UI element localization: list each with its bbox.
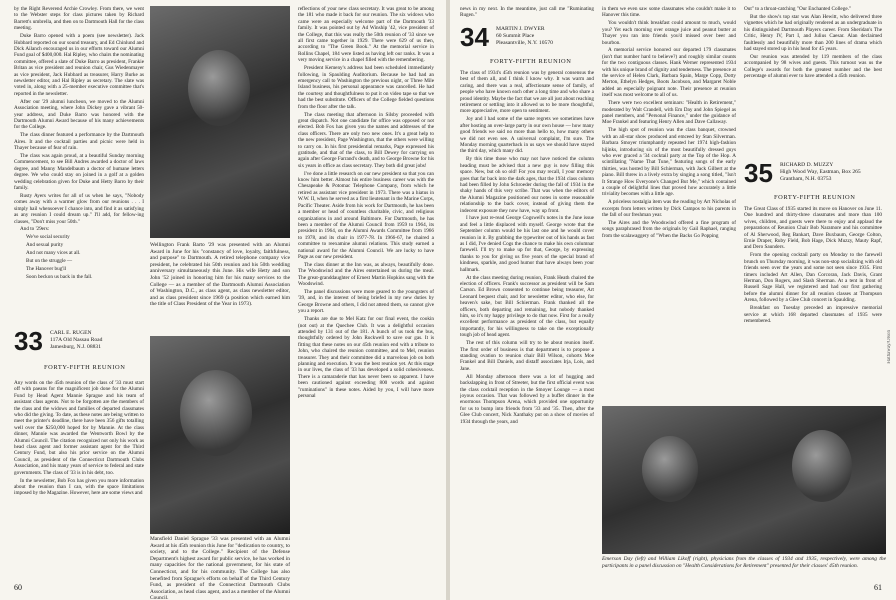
paragraph: Thanks are due to Mel Katz for our final event, the cookin (not out) at the Quechee Club. It was a delightful occasion attended by 131 out of the 181. A bunch of us took the bus, thoughtfully ordered by John Rockwell to save our gas. It is fitting that these notes on our 45th reunion end with a tribute to John, who chaired the reunion committee, and to Mel, reunion treasurer. They and their committee did a marvelous job on both planning and execution. It was the best reunion yet. At this stage in our lives, the class of '33 has developed a solid cohesiveness. There is a camaraderie that has never been so apparent. I have been cautioned against exceeding 800 words and against "ruminations" in these notes. Aided by you, I will have more personal bbox=[298, 316, 434, 399]
col3-top-paragraphs bbox=[744, 6, 882, 79]
caption-wellington-barto: Wellington Frank Barto '29 was presented with an Alumni Award in June for his "constancy of love, loyalty, faithfulness, and purpose" to Dartmouth. A retired telephone company vice president, he celebrated his 50th reunion and his 50th wedding anniversary simultaneously this June. His wife Hetty and son John '52 joined in honoring him for his many services to the College — as a member of the Dartmouth Alumni Association of Washington, D.C., as class agent, as class newsletter editor, and as class president since 1969 (a position which earned him the title of Class President of the Year in 1973). bbox=[150, 242, 290, 308]
photo-credit: Hathaway/Olson bbox=[887, 330, 892, 364]
page-number-left: 60 bbox=[14, 583, 22, 592]
class-secretary-name: RICHARD D. MUZZY bbox=[780, 162, 834, 168]
paragraph: You wouldn't think breakfast could amount to much, would you? Yet each morning over orange juice and peanut butter at Thayer you ran into friends you'd missed over beer and bourbon. bbox=[602, 20, 736, 46]
right-column-3 bbox=[744, 206, 882, 402]
class-street: 60 Summit Place bbox=[496, 32, 535, 39]
right-column-2 bbox=[602, 6, 736, 402]
paragraph: By this time those who may not have noticed the column heading must be advised that a new guy is now filling this space. New, but oh so old! For you may recall, I your memory goes that far back into the dark ages, that the 1934 class column had been filled by John Schroeder during the fall of 1934 in the shaky hands of this very scribe. That was when the editors of the Alumni Magazine positioned our notes in some reasonable relationship to the back cover, instead of giving them the indecent exposure they now have, way up front. bbox=[460, 156, 594, 214]
class-35-address bbox=[780, 162, 882, 182]
col1b-paragraphs bbox=[14, 380, 144, 497]
right-column-1 bbox=[460, 70, 594, 570]
class-city: Jamesburg, N.J. 08831 bbox=[50, 343, 102, 350]
paragraph: Joy and I had some of the same regrets we sometimes have after hosting an over-large party in our own house — how many good friends we said no more than hello to, how many others we did not even see. A universal complaint, I'm sure. The Monday morning quarterback in us says we should have stayed the third day, which many did. bbox=[460, 116, 594, 155]
paragraph: There were two excellent seminars: "Health in Retirement," moderated by Walt Crandell, with Em Day and John Spiegel as panel members, and "Personal Finance," under the guidance of Moe Frankel and featuring Henry Allen and Dave Callaway. bbox=[602, 100, 736, 126]
class-34-heading bbox=[460, 24, 594, 68]
paragraph: The high spot of reunion was the class banquet, crowned with an all-star show produced and emceed by Stan Silverman. Barbara Smoyer triumphantly repeated her 1974 high-fashion hijinks, introducing six of the most beautifully dressed guys who ever graced a '34 cocktail party at the Top of the Hop. A scintillating "Name That Tune," featuring songs of the early thirties, was hosted by Bill Schierman, with Jack Gilbert at the piano. Bill threw in a lively extra by singing a song titled, "Isn't It Strange How Everyone's Changed But Me," which contained a couple of delightful lines that proved how accurately a little triviality becomes with a little age. bbox=[602, 127, 736, 198]
paragraph: President Kemeny's address had been scheduled immediately following, in Spaulding Auditorium. Because he had had an emergency call to Washington the previous night, or Three Mile Island business, his personal appearance was cancelled. He had the courtesy and thoughtfulness to put it on video tape so that we had the best substitute. Officers of the College fielded questions from the floor after the talk. bbox=[298, 65, 434, 110]
class-number-35: 35 bbox=[744, 158, 773, 188]
paragraph: The class dinner featured a performance by the Dartmouth Aires. It and the cocktail parties and picnic were held in Thayer because of fear of rain. bbox=[14, 132, 144, 152]
right-column-1-top bbox=[460, 6, 594, 20]
class-number-33: 33 bbox=[14, 326, 43, 356]
paragraph: From the opening cocktail party on Monday to the farewell brunch on Thursday morning, it was non-stop socializing with old friends seen over the years and some not seen since 1935. First timers included Art Allen, Dan Corcoran, Jack Davis, Grant Herman, Don Rogers, and Slash Sherman. At a tent in front of Russell Sage Hall, we registered and had our first gathering before the alumni dinner for all reunion classes at Thompson Arena, followed by a Glee Club concert in Spaulding. bbox=[744, 252, 882, 304]
reunion-label: FORTY-FIFTH REUNION bbox=[490, 58, 572, 65]
class-secretary-name: CARL E. RUGEN bbox=[50, 330, 92, 336]
page-number-right: 61 bbox=[874, 583, 882, 592]
class-35-heading bbox=[744, 160, 882, 204]
col3-paragraphs bbox=[744, 206, 882, 324]
right-column-3-top bbox=[744, 6, 882, 154]
paragraph: The class dinner at the Inn was, as always, beautifully done. The Woodswind and the Aires entertained us during the meal. The great-granddaughter of Ernest Martin Hopkins sang with the Woodswind. bbox=[298, 261, 434, 288]
right-page bbox=[450, 0, 896, 600]
paragraph: All Monday afternoon there was a lot of hugging and backslapping in front of Streeter, but the first official event was the class cocktail reception in the Smoyer Lounge — a most joyous occasion. That was followed by a buffet dinner in the enormous Thompson Arena, which provided one opportunity for us to bump into friends from '33 and '35. Then, after the Glee Club concert, Nick Xanthaky put on a show of movies of 1934 through the years, and bbox=[460, 373, 594, 425]
class-city: Grantham, N.H. 03753 bbox=[780, 175, 832, 182]
left-column-3 bbox=[298, 6, 434, 574]
paragraph: The class of 1934's 45th reunion was by general consensus the best of them all, and I think I know why. It was warm and caring, and there was a real, affectionate sense of family, of people who have known each other a long time and who share a proud identity. Maybe the fact that we are all just about reaching retirement or settling into it allowed us to be more thoughtful, more appreciative, more open to sentiment. bbox=[460, 70, 594, 115]
paragraph: And to '29ers: bbox=[20, 226, 50, 233]
paragraph: Our reunion was attended by 119 members of the class accompanied by 98 wives and guests. This turnout was us the College's awards for both the greatest number and the best percentage of alumni ever to have attended a 45th reunion. bbox=[744, 53, 882, 80]
poem-line: And sexual purity bbox=[26, 242, 64, 249]
paragraph: I've done a little research on our new president so that you can know him better. Almost his entire business career was with the Chesapeake & Potomac Telephone Company, from which he retired as assistant vice president in 1973. There was a hiatus in W.W. II, when he served as a first lieutenant in the Marine Corps, Pacific Theater. Aside from his work for Dartmouth, he has been a member or head of countless charitable, civic, and religious organizations in and around Baltimore. For Dartmouth, he has been a member of the Alumni Council from 1959 to 1964, its president in 1964, on the Alumni Awards Committee from 1966 to 1978, and its chair in 1977-78. In 1966-67, he chaired a committee to reexamine alumni relations. This study earned a national award for the Alumni Council. We are lucky to have Page as our new president. bbox=[298, 170, 434, 260]
col3-paragraphs bbox=[298, 6, 434, 399]
paragraph: Duke Barro opened with a poem (see newsletter). Jack Hubbard reported on our sound treasury, and Ed Chinlund and Dick Ailanch encouraged us in our efforts toward our Alumni Fund goal of $400,000. Hal Ripley, who chairs the nominating committee, offered a slate of Duke Barro as president, Frankie Britan as vice president and reunion chair, Gus Wiedenmayer as vice president, Jack Hubbard as treasurer, Harry Burke as newsletter editor, and Hal Ripley as secretary. The slate was voted in, along with a 25-member executive committee that's reported in the newsletter. bbox=[14, 33, 144, 97]
col1-paragraphs bbox=[14, 6, 144, 233]
reunion-label: FORTY-FIFTH REUNION bbox=[774, 194, 856, 201]
poem-line: But on the struggle — bbox=[26, 258, 73, 265]
portrait-head-right bbox=[792, 430, 852, 502]
paragraph: by the Right Reverend Archie Crowley. From there, we went to the Webster steps for class pictures taken by Richard Barrett's umbrella, and then on to Dartmouth Hall for the class meeting. bbox=[14, 6, 144, 32]
portrait-head bbox=[180, 370, 252, 456]
paragraph: reflections of your new class secretary. It was great to be among the 181 who made it back for our reunion. The six widows who came were an especially welcome part of the Dartmouth '33 family. It was pointed out by Ad Winship '42, vice president of the College, that this was really the 50th reunion of '33 since we all first came together in 1929. There were 629 of us then, according to "The Green Book." At the memorial service in Rollins Chapel, 184 were listed as having left our ranks. It was a very moving service in a chapel filled with the remembering. bbox=[298, 6, 434, 64]
photo-emerson-day-william-likoff bbox=[602, 406, 886, 554]
class-street: 117A Old Nassau Road bbox=[50, 336, 103, 343]
paragraph: The Aires and the Woodswind offered a fine program of songs paraphrased from the originals by Gail Raphael, ranging from the scalawaggery of "When the Backs Go Popping bbox=[602, 220, 736, 239]
class-number-34: 34 bbox=[460, 22, 489, 52]
col1-paragraphs bbox=[460, 70, 594, 425]
col2-paragraphs bbox=[602, 6, 736, 239]
caption-emerson-day-william-likoff: Emerson Day (left) and William Likoff (right), physicians from the classes of 1934 and 1935, respectively, were among the participants in a panel discussion on "Health Considerations for Retirement" presented for their classes' 45th reunion. bbox=[602, 556, 886, 569]
paragraph: Out" to a throat-catching "Our Enchanted College." bbox=[744, 6, 852, 12]
class-city: Pleasantville, N.Y. 10570 bbox=[496, 39, 553, 46]
class-33-address bbox=[50, 330, 144, 350]
class-33-heading bbox=[14, 328, 144, 378]
reunion-label: FORTY-FIFTH REUNION bbox=[44, 364, 126, 371]
paragraph: After our '29 alumni luncheon, we moved to the Alumni Association meeting, where John Dickey gave a vibrant 50-year address, and Duke Barro was honored with the Dartmouth Alumni Award because of his many achievements for the College. bbox=[14, 98, 144, 131]
poem-line: Soon beckon us back in the fall. bbox=[26, 273, 93, 280]
paragraph: The rest of this column will try to be about reunion itself. The first order of business is that department is to propose a standing ovation to reunion chair Bill Wilson, cohorts Moe Frankel and Bill Daniels, and distaff associates Irja, Lois, and Jane. bbox=[460, 340, 594, 372]
class-street: High Wood Way, Eastman, Box 265 bbox=[780, 168, 861, 175]
class-secretary-name: MARTIN J. DWYER bbox=[496, 26, 545, 32]
paragraph: A memorial service honored our departed 179 classmates (isn't that number hard to believe?) and roughly similar counts for the two contiguous classes. Hank Werner represented 1934 with his unique brand of dignity and tenderness. The presence at the service of Helen Clark, Barbara Spain, Marge Copp, Dotty Merton, Ethelyn Hedges, Boots Jacobson, and Margaret Noble added an especially poignant note. Their presence at reunion itself was most welcome to all of us. bbox=[602, 47, 736, 99]
portrait-head bbox=[188, 50, 250, 126]
paragraph: At the class meeting during reunion, Frank Heath chaired the election of officers. Frank's successor as president will be Sam Carson. Ed Brown consented to continue being treasurer, Art Leonard bequest chair, and for newsletter editor, who else, for heaven's sake, but Bill Schierman. Frank thanked all the officers, both departing and remaining, but nobody thanked him, so it's my happy privilege to do that now. First for a really excellent performance as president of the class, but equally importantly, for his willingness to take on the exceptionally tough job of head agent. bbox=[460, 274, 594, 339]
paragraph: The class meeting that afternoon in Silsby proceeded with great dispatch. Not one candidate for office was opposed or not elected. Bob Fox has given you the names and addresses of the class officers. There are only two new ones. It's a great help to the new president, Page Washington, that the others were willing to carry on. In his first presidential remarks, Page expressed his gratitude, and that of the class, to Bill Dewey for carrying on again after George Farrand's death, and to George Browne for his six years in office as class secretary. They both did great jobs! bbox=[298, 111, 434, 169]
paragraph: A priceless nostalgia item was the reading by Art Nicholas of excerpts from letters written by Dick Campos to his parents in the fall of our freshman year. bbox=[602, 199, 736, 219]
paragraph: The class was again proud, at a beautiful Sunday morning Commencement, to see Bill Andres awarded a doctor of laws degree, and Manny Mandelbaum a doctor of humane letters degree. We who could stay on joined in a golf at a golden wedding celebration given for Duke and Hetty Barro by their family. bbox=[14, 152, 144, 191]
photo-wellington-barto bbox=[150, 6, 290, 238]
paragraph: Any words on the 45th reunion of the class of '33 must start off with paeans for the magnificent job done for the Alumni Fund by Head Agent Mannie Sprague and his team of assistant class agents. Not to be forgotten are the members of the class and the widows and families of departed classmates who did the giving. To date, as these notes are being written to meet the printer's deadline, there have been 356 gifts totalling well over the $250,000 hoped for by Mannie. At the class dinner, Mannie was awarded the Wentworth Bowl by the Alumni Council. The citation recognized not only his work as head class agent and former assistant agent for the Third Century Fund, but also his prior service on the Alumni Council, as president of the Connecticut Dartmouth Clubs Association, and his many years of service to federal and state governments. The class of '33 is in his debt, too. bbox=[14, 380, 144, 476]
paragraph: Breakfast on Tuesday preceded an impressive memorial service at which 168 departed classmates of 1935 were remembered. bbox=[744, 305, 882, 324]
left-page bbox=[0, 0, 446, 600]
portrait-head-left bbox=[642, 436, 698, 502]
paragraph: But the show's top star was Alan Hewitt, who delivered three vignettes which he had originally rendered as an undergraduate in his distinguished Dartmouth Players career. From Sheridan's The Critic, Henry IV, Part I, and Julius Caesar. Alan declaimed faultlessly and beautifully more than 200 lines of drama which had stayed stored up in his head for 45 years. bbox=[744, 13, 882, 52]
left-column-1 bbox=[14, 6, 144, 322]
paragraph: In the newsletter, Bob Fox has given you more information about the reunion than I can, with the space limitations imposed by the Magazine. However, here are some views and bbox=[14, 477, 144, 497]
paragraph: I have just re-read George Cogswell's notes in the June issue and feel a little displaced with myself. George wrote that the September column would be his last one and he would cover reunion in it. By grabbing the typewriter out of his hands as fast as I did, I've denied Cogs the chance to make his own columnar farewell. I'll try to make up for that, George, by expressing thanks to you for giving us five years of the special brand of kindness, sparkle, and good humor that have always been your hallmark. bbox=[460, 215, 594, 273]
paragraph: The Great Class of 1935 started its move on Hanover on June 11. One hundred and thirty-three classmates and more than 100 wives, children, and guests were there to enjoy and applaud the preparations of Reunion Chair Bob Naramore and his committee of Al Sherwood, Reg Bankart, Dave Buxbaum, George Colton, Ernie Draper, Ruby Field, Bob Hage, Dick Muzzy, Mauty Rapf, and Dero Saunders. bbox=[744, 206, 882, 251]
poem-line: The Hanover bug'll bbox=[26, 265, 67, 272]
poem-line: We've social security bbox=[26, 234, 70, 241]
paragraph: Rusty Ayers writes for all of us when he says, "Nobody comes away with a warmer glow from our reunions . . . I simply hail whensoever I chance into, and find it as satisfying as any reunion I could dream up." I'll add, for fellow-ing classes, "Don't miss your 50th." bbox=[14, 192, 144, 225]
poem-line: And not many vices at all. bbox=[26, 250, 81, 257]
caption-mansfield-sprague: Mansfield Daniel Sprague '33 was presented with an Alumni Award at his 45th reunion this June for "dedication to country, to society, and to the College." Recipient of the Defense Department's highest award for public service, he has worked in many capacities for the national government, for his state of Connecticut, and for his community. The College has also benefited from Sprague's efforts on behalf of the Third Century Fund, as president of the Connecticut Dartmouth Clubs Association, as head class agent, and as a member of the Alumni Council. bbox=[150, 536, 290, 600]
class-34-address bbox=[496, 26, 594, 46]
class-poem bbox=[14, 234, 144, 280]
photo-mansfield-sprague bbox=[150, 336, 290, 534]
paragraph: news in my next. In the meantime, just call me "Ruminating Rugen." bbox=[460, 6, 594, 19]
paragraph: The panel discussions were more geared to the youngsters of '39, and, in the interest of being briefed in my new duties by George Browne and others, I did not attend them, so cannot give you a report. bbox=[298, 288, 434, 315]
left-column-1b bbox=[14, 380, 144, 580]
col1-top-paragraphs bbox=[460, 6, 594, 19]
paragraph: in them we even saw some classmates who couldn't make it to Hanover this time. bbox=[602, 6, 736, 19]
